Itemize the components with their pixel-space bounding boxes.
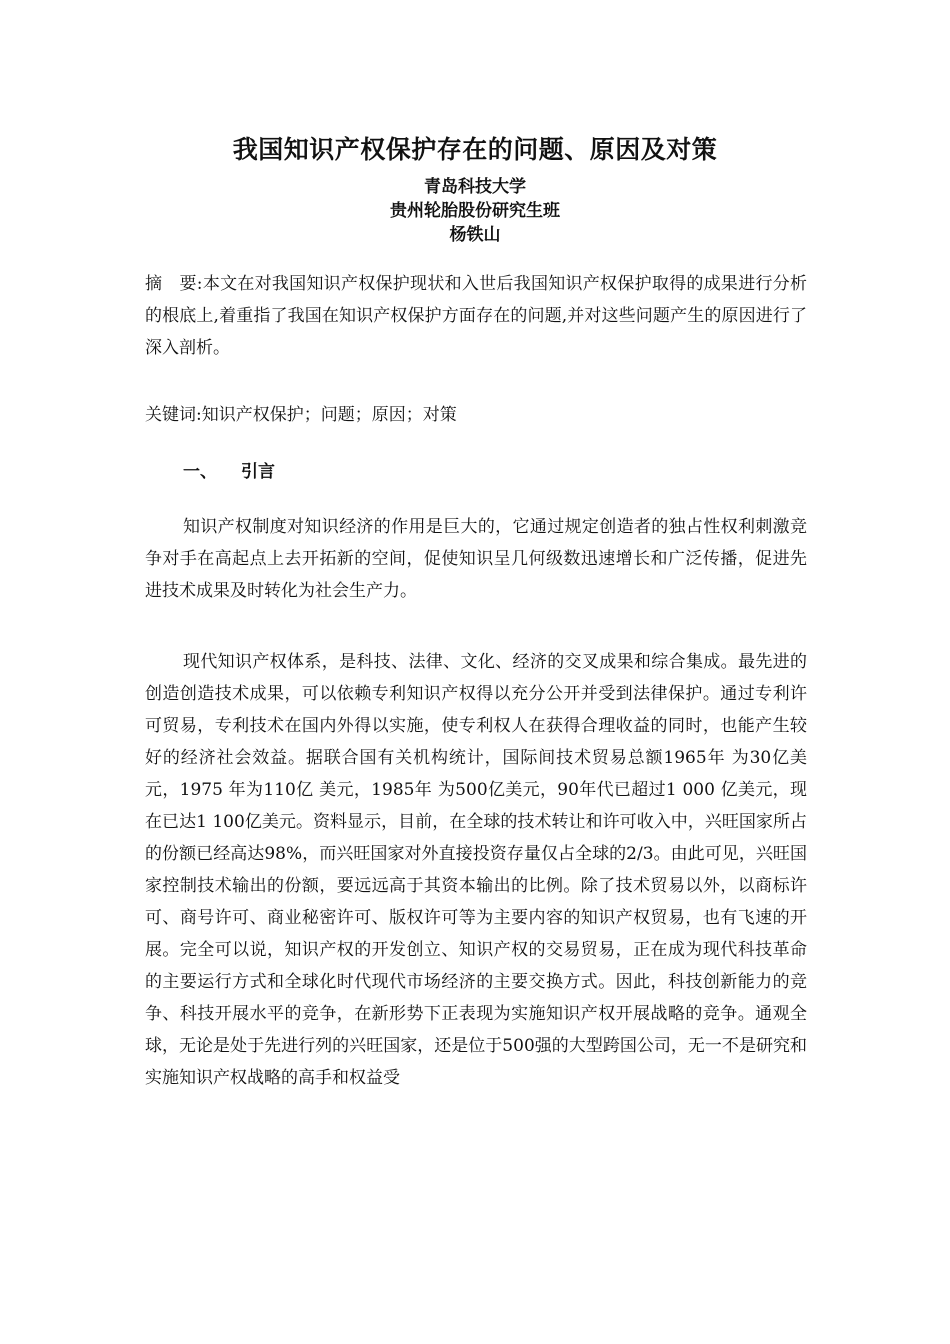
author-block	[0, 175, 950, 247]
abstract	[145, 268, 807, 364]
author-name: 杨铁山	[449, 225, 501, 245]
document-title: 我国知识产权保护存在的问题、原因及对策	[232, 135, 718, 164]
body-paragraph-2: 现代知识产权体系，是科技、法律、文化、经济的交叉成果和综合集成。最先进的创造创造技术成果，可以依赖专利知识产权得以充分公开并受到法律保护。通过专利许可贸易，专利技术在国内外得以实施，使专利权人在获得合理收益的同时，也能产生较好的经济社会效益。据联合国有关机构统计，国际间技术贸易总额1965年 为30亿美元，1975 年为110亿 美元，1985年 为500亿美元，90年代已超过1 000 亿美元，现在已达1 100亿美元。资料显示，目前，在全球的技术转让和许可收入中，兴旺国家所占的份额已经高达98%，而兴旺国家对外直接投资存量仅占全球的2/3。由此可见，兴旺国家控制技术输出的份额，要远远高于其资本输出的比例。除了技术贸易以外，以商标许可、商号许可、商业秘密许可、版权许可等为主要内容的知识产权贸易，也有飞速的开展。完全可以说，知识产权的开发创立、知识产权的交易贸易，正在成为现代科技革命的主要运行方式和全球化时代现代市场经济的主要交换方式。因此，科技创新能力的竞争、科技开展水平的竞争，在新形势下正表现为实施知识产权开展战略的竞争。通观全球，无论是处于先进行列的兴旺国家，还是位于500强的大型跨国公司，无一不是研究和实施知识产权战略的高手和权益受	[145, 652, 807, 1088]
body-paragraph-1: 知识产权制度对知识经济的作用是巨大的，它通过规定创造者的独占性权利刺激竞争对手在高起点上去开拓新的空间，促使知识呈几何级数迅速增长和广泛传播，促进先进技术成果及时转化为社会生产力。	[145, 517, 807, 601]
abstract-label: 摘 要:	[145, 274, 203, 294]
section-number: 一、	[183, 462, 217, 482]
keywords-label: 关键词:	[145, 405, 202, 425]
section-title: 引言	[241, 462, 275, 482]
affiliation-university: 青岛科技大学	[424, 177, 526, 197]
section-heading	[183, 456, 275, 488]
affiliation-program: 贵州轮胎股份研究生班	[390, 201, 560, 221]
keywords-text: 知识产权保护；问题；原因；对策	[201, 405, 457, 425]
abstract-text: 本文在对我国知识产权保护现状和入世后我国知识产权保护取得的成果进行分析的根底上,着重指了我国在知识产权保护方面存在的问题,并对这些问题产生的原因进行了深入剖析。	[145, 274, 808, 358]
keywords	[145, 399, 807, 431]
